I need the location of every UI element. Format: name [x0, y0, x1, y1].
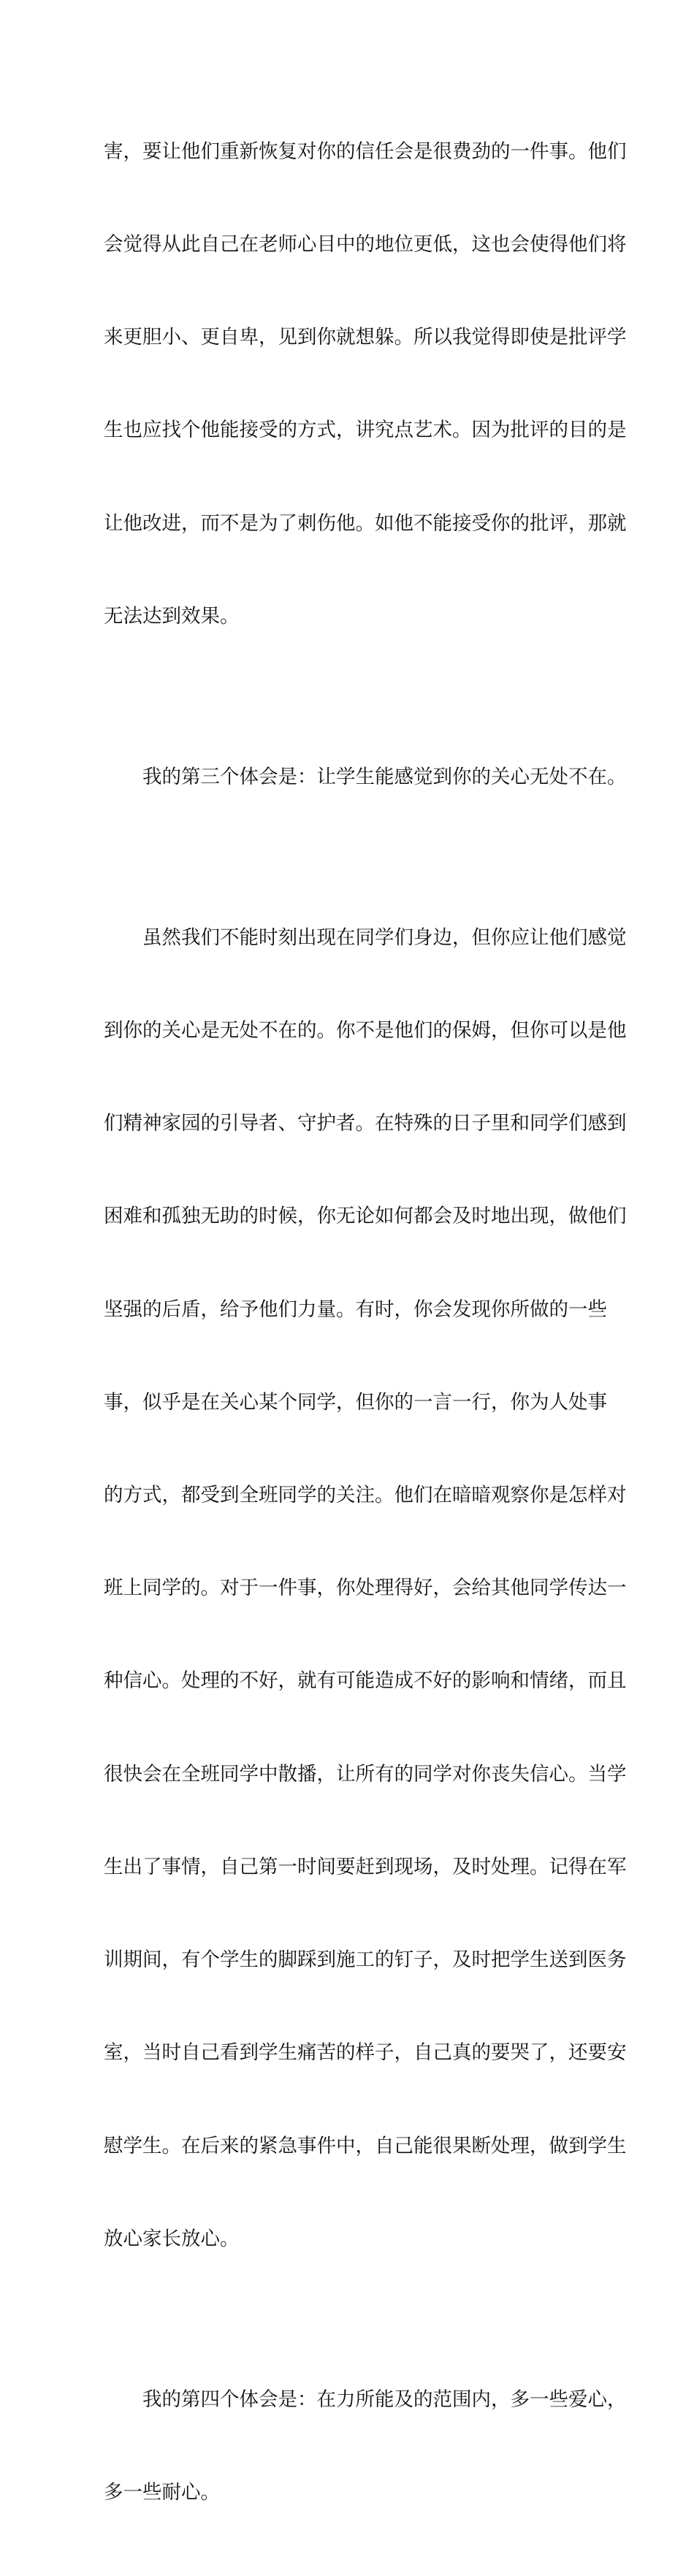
text-line: 室，当时自己看到学生痛苦的样子，自己真的要哭了，还要安	[104, 2041, 627, 2065]
text-line: 虽然我们不能时刻出现在同学们身边，但你应让他们感觉	[142, 926, 627, 949]
text-line: 种信心。处理的不好，就有可能造成不好的影响和情绪，而且	[104, 1669, 627, 1693]
text-line: 会觉得从此自己在老师心目中的地位更低，这也会使得他们将	[104, 233, 627, 256]
paragraph-trust	[104, 75, 627, 694]
text-line: 放心家长放心。	[104, 2227, 240, 2250]
text-line: 我的第三个体会是：让学生能感觉到你的关心无处不在。	[142, 765, 627, 788]
text-line: 班上同学的。对于一件事，你处理得好，会给其他同学传达一	[104, 1577, 627, 1600]
text-line: 们精神家园的引导者、守护者。在特殊的日子里和同学们感到	[104, 1112, 627, 1135]
text-line: 来更胆小、更自卑，见到你就想躲。所以我觉得即使是批评学	[104, 326, 627, 349]
text-line: 困难和孤独无助的时候，你无论如何都会及时地出现，做他们	[104, 1205, 627, 1228]
paragraph-care-everywhere	[104, 861, 627, 2317]
text-line: 害，要让他们重新恢复对你的信任会是很费劲的一件事。他们	[104, 140, 627, 163]
text-line: 慰学生。在后来的紧急事件中，自己能很果断处理，做到学生	[104, 2134, 627, 2157]
text-line: 的方式，都受到全班同学的关注。他们在暗暗观察你是怎样对	[104, 1484, 627, 1507]
text-line: 无法达到效果。	[104, 604, 240, 628]
text-line: 我的第四个体会是：在力所能及的范围内，多一些爱心，	[142, 2388, 627, 2411]
text-line: 到你的关心是无处不在的。你不是他们的保姆，但你可以是他	[104, 1019, 627, 1043]
paragraph-third-insight-heading	[104, 700, 627, 855]
text-line: 生也应找个他能接受的方式，讲究点艺术。因为批评的目的是	[104, 419, 627, 442]
paragraph-fourth-insight	[104, 2322, 627, 2570]
text-line: 事，似乎是在关心某个同学，但你的一言一行，你为人处事	[104, 1390, 607, 1414]
text-line: 生出了事情，自己第一时间要赶到现场，及时处理。记得在军	[104, 1855, 627, 1878]
document-body	[104, 75, 627, 2576]
text-line: 多一些耐心。	[104, 2480, 220, 2504]
text-line: 让他改进，而不是为了刺伤他。如他不能接受你的批评，那就	[104, 511, 627, 535]
text-line: 坚强的后盾，给予他们力量。有时，你会发现你所做的一些	[104, 1297, 607, 1321]
text-line: 很快会在全班同学中散播，让所有的同学对你丧失信心。当学	[104, 1762, 627, 1786]
text-line: 训期间，有个学生的脚踩到施工的钉子，及时把学生送到医务	[104, 1948, 627, 1972]
